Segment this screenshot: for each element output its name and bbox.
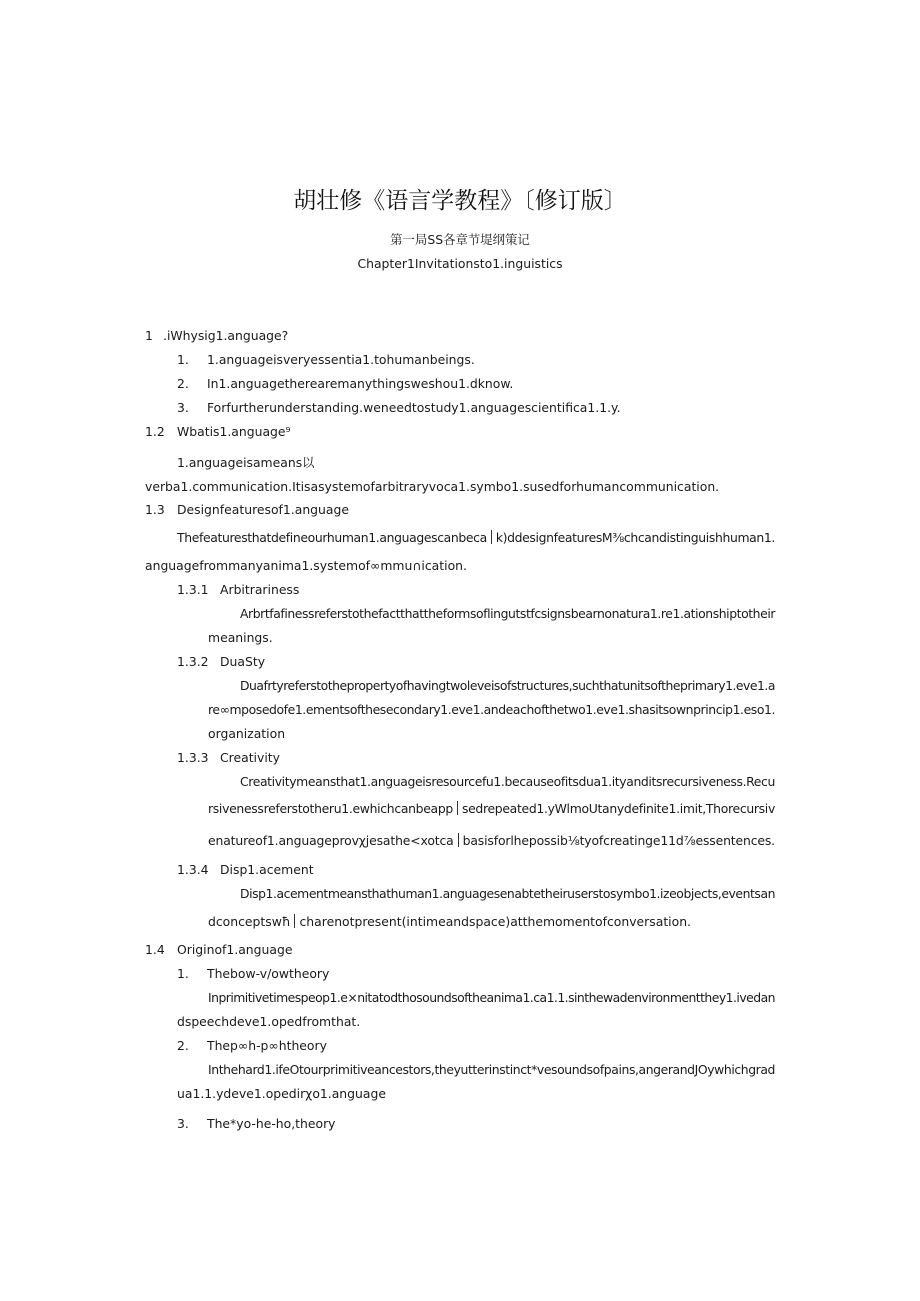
text-divider: [491, 530, 492, 544]
subsection-number: 1.3.1: [177, 582, 209, 597]
paragraph-line: re∞mposedofe1.ementsofthesecondary1.eve1.andeachofthetwo1.eve1.shasitsownprincip1.eso1.: [208, 702, 775, 717]
subtitle: 第一局SS各章节堤纲策记: [390, 232, 530, 247]
subsection-heading: Arbitrariness: [220, 582, 300, 597]
list-number: 1.: [177, 352, 189, 367]
text-divider: [458, 833, 459, 847]
text-divider: [457, 801, 458, 815]
list-number: 2.: [177, 1038, 189, 1053]
paragraph-line: Inprimitivetimespeop1.e×nitatodthosoundsoftheanima1.ca1.1.sinthewadenvironmentthey1.ivedan: [208, 990, 775, 1005]
subsection-heading: Disp1.acement: [220, 862, 314, 877]
text-divider: [294, 914, 295, 928]
section-number: 1.4: [145, 942, 165, 957]
section-heading: Originof1.anguage: [177, 942, 293, 957]
section-heading: .iWhysig1.anguage?: [163, 328, 289, 343]
list-number: 2.: [177, 376, 189, 391]
subsection-number: 1.3.2: [177, 654, 209, 669]
paragraph-line: rsivenessreferstotheru1.ewhichcanbeapp sedrepeated1.yWlmoUtanydefinite1.imit,Thorecursiv: [208, 801, 775, 816]
section-number: 1: [145, 328, 153, 343]
paragraph-line: Disp1.acementmeansthathuman1.anguagesenabtetheiruserstosymbo1.izeobjects,eventsan: [240, 886, 776, 901]
paragraph-line: verba1.communication.Itisasystemofarbitraryvoca1.symbo1.susedforhumancommunication.: [145, 479, 720, 494]
paragraph-line: Arbrtfafinessreferstothefactthattheformsoflingutstfcsignsbearnonatura1.re1.ationshiptotheir: [240, 606, 776, 621]
paragraph-line: Duafrtyreferstothepropertyofhavingtwoleveisofstructures,suchthatunitsoftheprimary1.eve1.a: [240, 678, 775, 693]
paragraph-line: meanings.: [208, 630, 273, 645]
list-item: In1.anguagetherearemanythingsweshou1.dknow.: [207, 376, 514, 391]
paragraph-line: enatureof1.anguageprovχjesathe<xotca basisforlhepossib⅛tyofcreatinge11d⅞essentences.: [208, 833, 775, 848]
paragraph-line: Thefeaturesthatdefineourhuman1.anguagescanbeca k)ddesignfeaturesM⅜chcandistinguishhuman1.: [177, 530, 776, 545]
section-number: 1.2: [145, 424, 165, 439]
paragraph-line: ua1.1.ydeve1.opedirχo1.anguage: [177, 1086, 386, 1101]
page-title: 胡壮修《语言学教程》〔修订版〕: [293, 188, 627, 214]
list-item: 1.anguageisveryessentia1.tohumanbeings.: [207, 352, 475, 367]
subsection-heading: DuaSty: [220, 654, 266, 669]
section-heading: Designfeaturesof1.anguage: [177, 502, 349, 517]
list-heading: The*yo-he-ho,theory: [207, 1116, 336, 1131]
subsection-number: 1.3.4: [177, 862, 209, 877]
list-item: Forfurtherunderstanding.weneedtostudy1.anguagescientifica1.1.y.: [207, 400, 621, 415]
paragraph-line: dconceptswħ charenotpresent(intimeandspace)atthemomentofconversation.: [208, 914, 691, 929]
list-number: 1.: [177, 966, 189, 981]
paragraph-line: 1.anguageisameans以: [177, 455, 315, 470]
paragraph-line: anguagefrommanyanima1.systemof∞mmu∩ication.: [145, 558, 467, 573]
section-number: 1.3: [145, 502, 165, 517]
paragraph-line: Inthehard1.ifeOtourprimitiveancestors,theyutterinstinct*vesoundsofpains,angerandJOywhichgrad: [208, 1062, 776, 1077]
subsection-heading: Creativity: [220, 750, 280, 765]
chapter-title: Chapter1Invitationsto1.inguistics: [357, 256, 563, 271]
paragraph-line: Creativitymeansthat1.anguageisresourcefu1.becauseofitsdua1.ityanditsrecursiveness.Recu: [240, 774, 775, 789]
paragraph-line: organization: [208, 726, 286, 741]
list-number: 3.: [177, 1116, 189, 1131]
list-number: 3.: [177, 400, 189, 415]
subsection-number: 1.3.3: [177, 750, 209, 765]
list-heading: Thebow-v/owtheory: [207, 966, 330, 981]
list-heading: Thep∞h-p∞htheory: [207, 1038, 327, 1053]
paragraph-line: dspeechdeve1.opedfromthat.: [177, 1014, 361, 1029]
section-heading: Wbatis1.anguage⁹: [177, 424, 291, 439]
